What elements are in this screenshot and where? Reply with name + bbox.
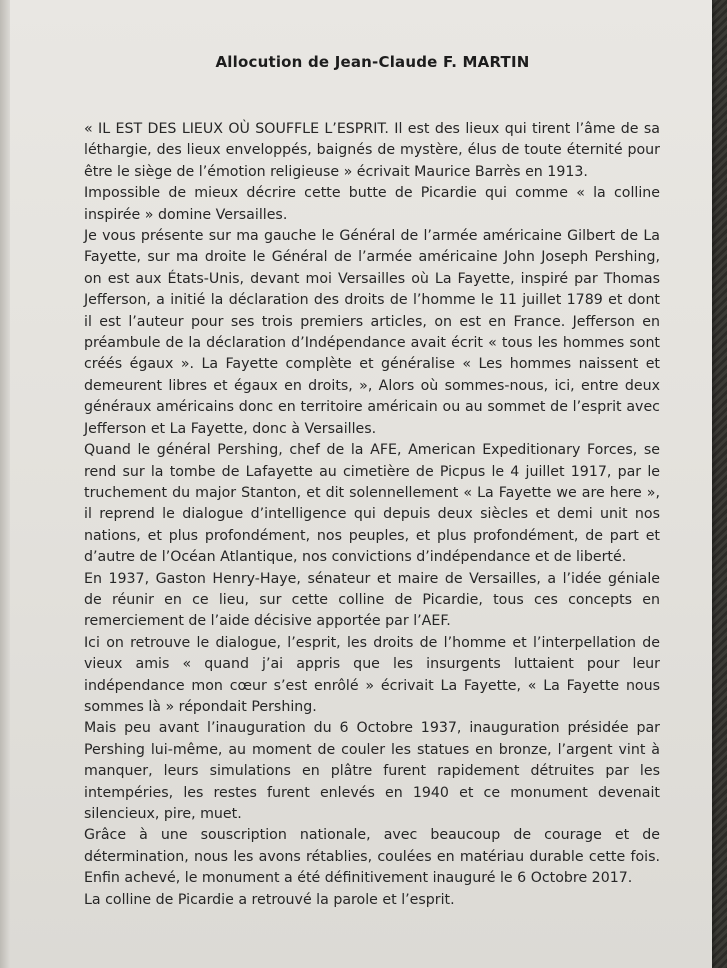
speech-body [84,119,660,911]
paragraph: Ici on retrouve le dialogue, l’esprit, les droits de l’homme et l’interpellation de vieux amis « quand j’ai appris que les insurgents luttaient pour leur indépendance mon cœur s’est enrôlé » écrivait La Fayette, « La Fayette nous sommes là » répondait Pershing. [84,634,660,715]
paragraph: « IL EST DES LIEUX OÙ SOUFFLE L’ESPRIT. Il est des lieux qui tirent l’âme de sa léthargie, des lieux enveloppés, baignés de mystère, élus de toute éternité pour être le siège de l’émotion religieuse » écrivait Maurice Barrès en 1913. [84,121,660,180]
paragraph: La colline de Picardie a retrouvé la parole et l’esprit. [84,891,455,908]
paragraph: Grâce à une souscription nationale, avec beaucoup de courage et de détermination, nous les avons rétablies, coulées en matériau durable cette fois. Enfin achevé, le monument a été définitivement inauguré le 6 Octobre 2017. [84,827,660,887]
paragraph: En 1937, Gaston Henry-Haye, sénateur et maire de Versailles, a l’idée géniale de réunir en ce lieu, sur cette colline de Picardie, tous ces concepts en remerciement de l’aide décisive apportée par l’AEF. [84,570,660,630]
document-title: Allocution de Jean-Claude F. MARTIN [215,53,530,71]
page-fold-shadow [0,0,10,968]
paragraph: Impossible de mieux décrire cette butte de Picardie qui comme « la colline inspirée » domine Versailles. [84,185,660,223]
paragraph: Je vous présente sur ma gauche le Général de l’armée américaine Gilbert de La Fayette, sur ma droite le Général de l’armée américaine John Joseph Pershing, on est aux États-Unis, devant moi Versailles où La Fayette, inspiré par Thomas Jefferson, a initié la déclaration des droits de l’homme le 11 juillet 1789 et dont il est l’auteur pour ses trois premiers articles, on est en France. Jefferson en préambule de la déclaration d’Indépendance avait écrit « tous les hommes sont créés égaux ». La Fayette complète et généralise « Les hommes naissent et demeurent libres et égaux en droits, », Alors où sommes-nous, ici, entre deux généraux américains donc en territoire américain ou au sommet de l’esprit avec Jefferson et La Fayette, donc à Versailles. [84,228,660,437]
paragraph: Quand le général Pershing, chef de la AFE, American Expeditionary Forces, se rend sur la tombe de Lafayette au cimetière de Picpus le 4 juillet 1917, par le truchement du major Stanton, et dit solennellement « La Fayette we are here », il reprend le dialogue d’intelligence qui depuis deux siècles et demi unit nos nations, et plus profondément, nos peuples, et plus profondément, de part et d’autre de l’Océan Atlantique, nos convictions d’indépendance et de liberté. [84,442,660,566]
paragraph: Mais peu avant l’inauguration du 6 Octobre 1937, inauguration présidée par Pershing lui-même, au moment de couler les statues en bronze, l’argent vint à manquer, leurs simulations en plâtre furent rapidement détruites par les intempéries, les restes furent enlevés en 1940 et ce monument devenait silencieux, pire, muet. [84,720,660,822]
